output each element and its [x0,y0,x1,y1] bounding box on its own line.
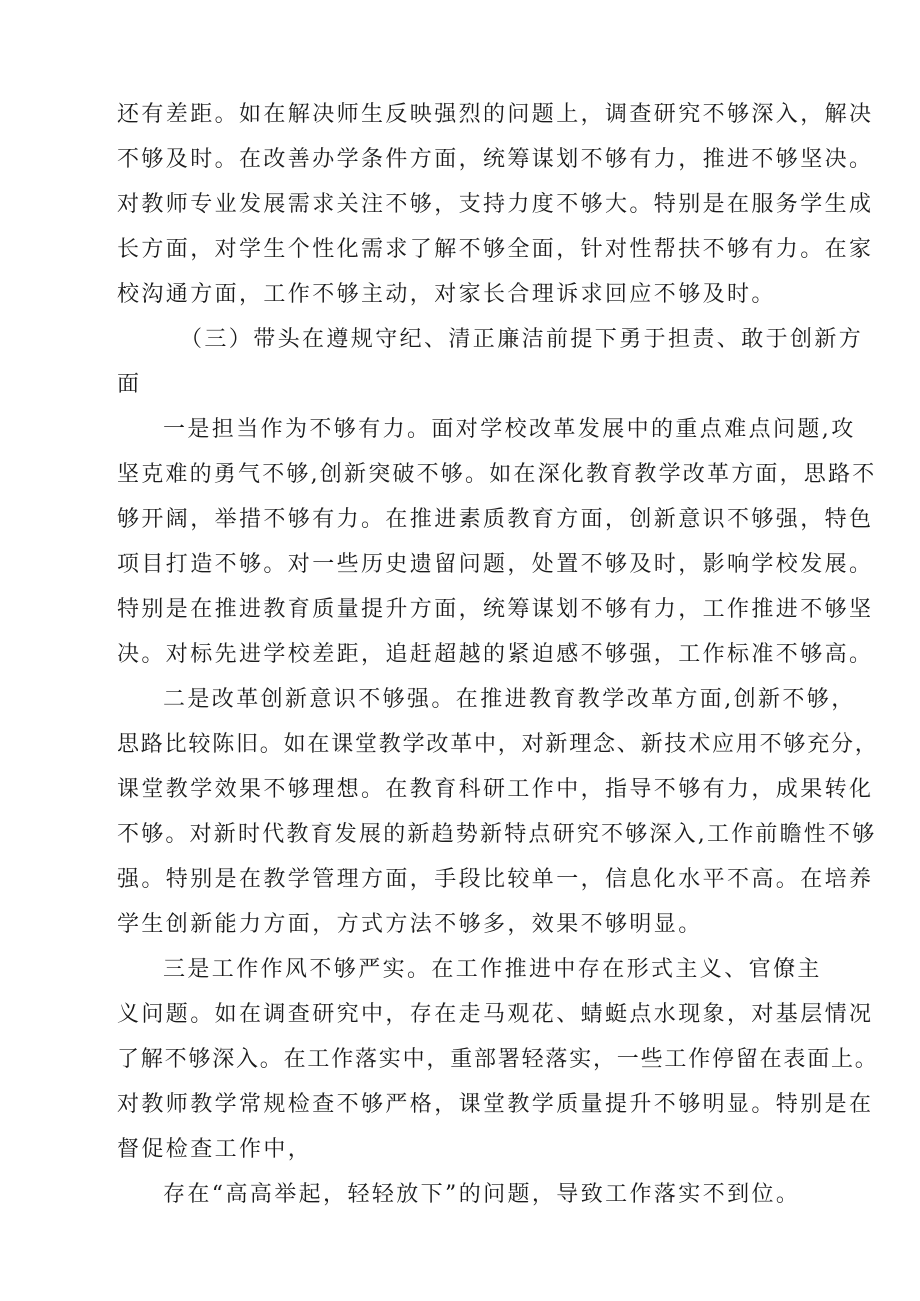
text-line: 强。特别是在教学管理方面，手段比较单一，信息化水平不高。在培养 [117,867,874,892]
section-heading-continued: 面 [117,372,142,397]
text-line: 长方面，对学生个性化需求了解不够全面，针对性帮扶不够有力。在家 [117,237,874,262]
text-line: 督促检查工作中， [117,1137,313,1162]
text-line: 特别是在推进教育质量提升方面，统筹谋划不够有力，工作推进不够坚 [117,597,874,622]
text-line: 课堂教学效果不够理想。在教育科研工作中，指导不够有力，成果转化 [117,777,874,802]
text-line: 坚克难的勇气不够,创新突破不够。如在深化教育教学改革方面，思路不 [117,462,877,487]
section-heading: （三）带头在遵规守纪、清正廉洁前提下勇于担责、敢于创新方 [180,327,864,352]
text-line: 思路比较陈旧。如在课堂教学改革中，对新理念、新技术应用不够充分， [117,732,879,757]
text-line: 决。对标先进学校差距，追赶超越的紧迫感不够强，工作标准不够高。 [117,642,874,667]
text-line: 对教师教学常规检查不够严格，课堂教学质量提升不够明显。特别是在 [117,1092,874,1117]
text-line: 还有差距。如在解决师生反映强烈的问题上，调查研究不够深入，解决 [117,102,874,127]
text-line: 项目打造不够。对一些历史遗留问题，处置不够及时，影响学校发展。 [117,552,874,577]
text-line: 三是工作作风不够严实。在工作推进中存在形式主义、官僚主 [163,957,822,982]
text-line: 了解不够深入。在工作落实中，重部署轻落实，一些工作停留在表面上。 [117,1047,879,1072]
text-line: 够开阔，举措不够有力。在推进素质教育方面，创新意识不够强，特色 [117,507,874,532]
text-line: 存在“高高举起，轻轻放下”的问题，导致工作落实不到位。 [163,1182,801,1207]
text-line: 校沟通方面，工作不够主动，对家长合理诉求回应不够及时。 [117,282,776,307]
text-line: 一是担当作为不够有力。面对学校改革发展中的重点难点问题,攻 [163,417,856,442]
text-line: 不够。对新时代教育发展的新趋势新特点研究不够深入,工作前瞻性不够 [117,822,877,847]
text-line: 义问题。如在调查研究中，存在走马观花、蜻蜓点水现象，对基层情况 [117,1002,874,1027]
text-line: 不够及时。在改善办学条件方面，统筹谋划不够有力，推进不够坚决。 [117,147,874,172]
text-line: 二是改革创新意识不够强。在推进教育教学改革方面,创新不够， [163,687,856,712]
text-line: 对教师专业发展需求关注不够，支持力度不够大。特别是在服务学生成 [117,192,874,217]
text-line: 学生创新能力方面，方式方法不够多，效果不够明显。 [117,912,703,937]
